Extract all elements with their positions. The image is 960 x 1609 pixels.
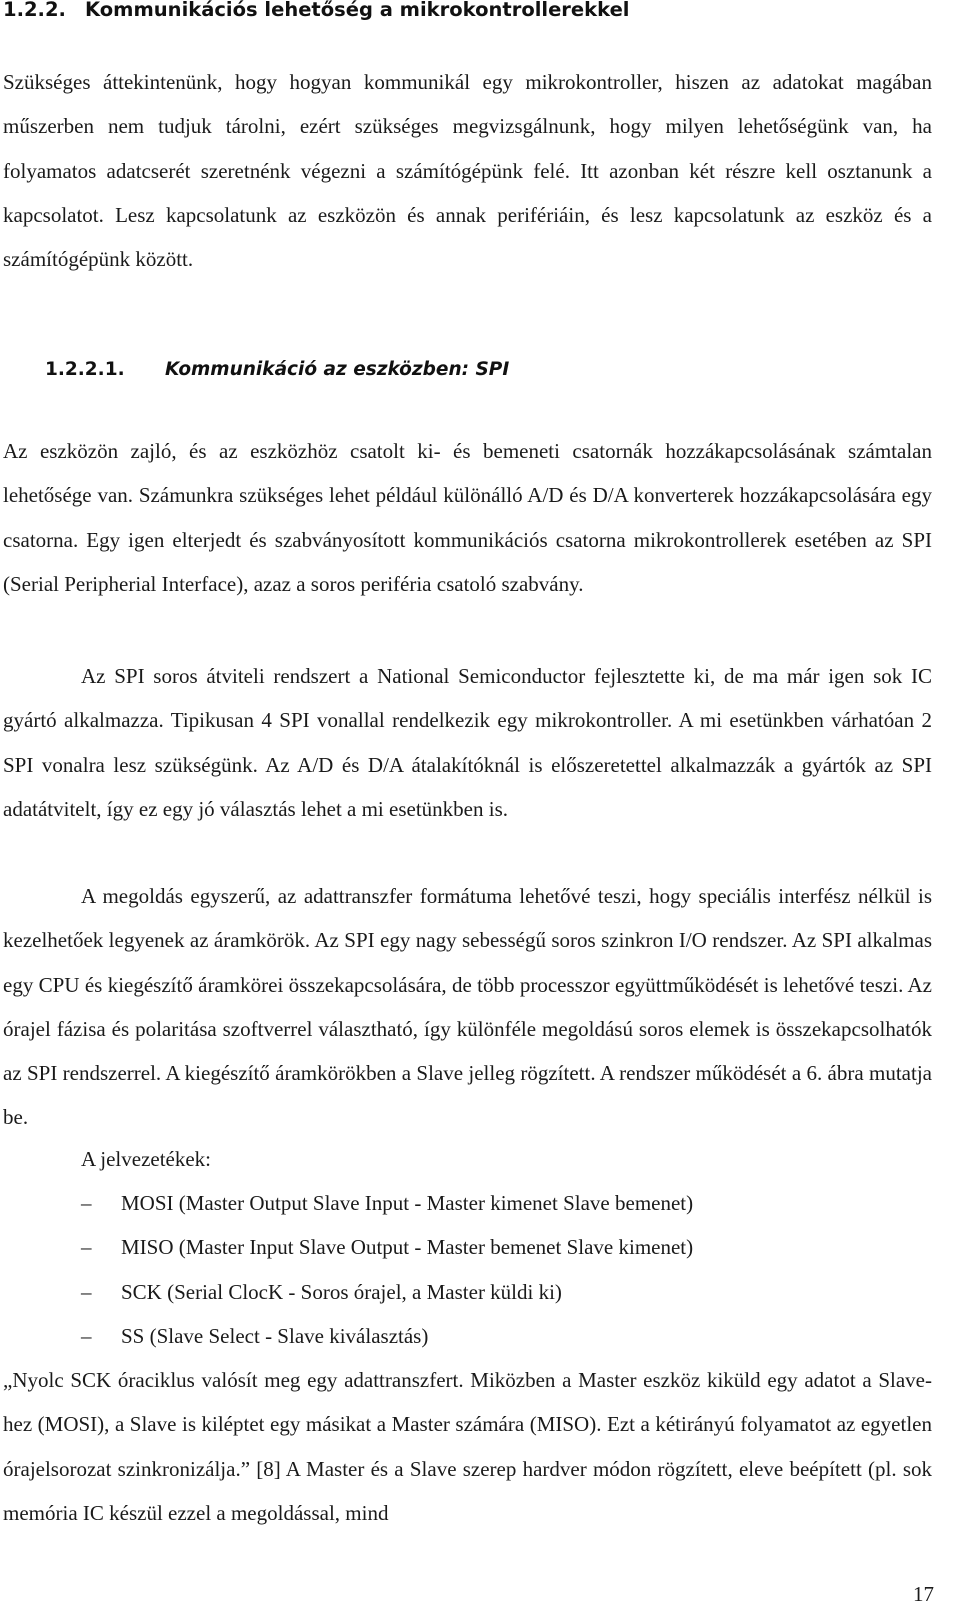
list-item: [3, 1314, 693, 1358]
section-heading: [3, 0, 629, 22]
subsection-title: Kommunikáció az eszközben: SPI: [165, 359, 510, 380]
subsection-number: 1.2.2.1.: [45, 359, 125, 380]
section-number: 1.2.2.: [3, 0, 66, 21]
list-item: [3, 1181, 693, 1225]
paragraph-spi-solution: A megoldás egyszerű, az adattranszfer formátuma lehetővé teszi, hogy speciális interfész nélkül is kezelhetőek legyenek az áramkörök. Az SPI egy nagy sebességű soros szinkron I/O rendszer. Az SPI alkalmas egy CPU és kiegészítő áramkörei összekapcsolására, de több processzor együttműködését is lehetővé teszi. Az órajel fázisa és polaritása szoftverrel választható, így különféle megoldású soros elemek is összekapcsolhatók az SPI rendszerrel. A kiegészítő áramkörökben a Slave jelleg rögzített. A rendszer működését a 6. ábra mutatja be.: [3, 884, 932, 1130]
list-item-text: MISO (Master Input Slave Output - Master bemenet Slave kimenet): [121, 1235, 694, 1260]
list-item: [3, 1270, 693, 1314]
subsection-heading: [45, 358, 509, 382]
bullet-dash: –: [81, 1235, 92, 1260]
bullet-dash: –: [81, 1279, 92, 1304]
signal-lines-list: [3, 1181, 693, 1358]
signal-lines-label: A jelvezetékek:: [81, 1147, 212, 1171]
page-number: 17: [913, 1582, 934, 1606]
bullet-dash: –: [81, 1323, 92, 1348]
list-item-text: MOSI (Master Output Slave Input - Master kimenet Slave bemenet): [121, 1191, 694, 1215]
paragraph-spi-history: Az SPI soros átviteli rendszert a National Semiconductor fejlesztette ki, de ma már igen sok IC gyártó alkalmazza. Tipikusan 4 SPI vonallal rendelkezik egy mikrokontroller. A mi esetünkben várhatóan 2 SPI vonalra lesz szükségünk. Az A/D és D/A átalakítóknál is előszeretettel alkalmazzák a gyártók az SPI adatátvitelt, így ez egy jó választás lehet a mi esetünkben is.: [3, 664, 932, 821]
bullet-dash: –: [81, 1191, 92, 1215]
list-item-text: SS (Slave Select - Slave kiválasztás): [121, 1323, 429, 1348]
quote-paragraph: „Nyolc SCK óraciklus valósít meg egy adattranszfert. Miközben a Master eszköz kiküld egy adatot a Slave-hez (MOSI), a Slave is kiléptet egy másikat a Master számára (MISO). Ezt a kétirányú folyamatot az egyetlen órajelsorozat szinkronizálja.” [8] A Master és a Slave szerep hardver módon rögzített, eleve beépített (pl. sok memória IC készül ezzel a megoldással, mind: [3, 1368, 932, 1525]
paragraph-spi-intro: Az eszközön zajló, és az eszközhöz csatolt ki- és bemeneti csatornák hozzákapcsolásának számtalan lehetősége van. Számunkra szükséges lehet például különálló A/D és D/A konverterek hozzákapcsolására egy csatorna. Egy igen elterjedt és szabványosított kommunikációs csatorna mikrokontrollerek esetében az SPI (Serial Peripherial Interface), azaz a soros periféria csatoló szabvány.: [3, 439, 932, 596]
list-item-text: SCK (Serial ClocK - Soros órajel, a Master küldi ki): [121, 1279, 562, 1304]
intro-paragraph: Szükséges áttekintenünk, hogy hogyan kommunikál egy mikrokontroller, hiszen az adatokat magában műszerben nem tudjuk tárolni, ezért szükséges megvizsgálnunk, hogy milyen lehetőségünk van, ha folyamatos adatcserét szeretnénk végezni a számítógépünk felé. Itt azonban két részre kell osztanunk a kapcsolatot. Lesz kapcsolatunk az eszközön és annak perifériáin, és lesz kapcsolatunk az eszköz és a számítógépünk között.: [3, 70, 932, 272]
section-title: Kommunikációs lehetőség a mikrokontrollerekkel: [85, 0, 630, 21]
list-item: [3, 1225, 693, 1269]
